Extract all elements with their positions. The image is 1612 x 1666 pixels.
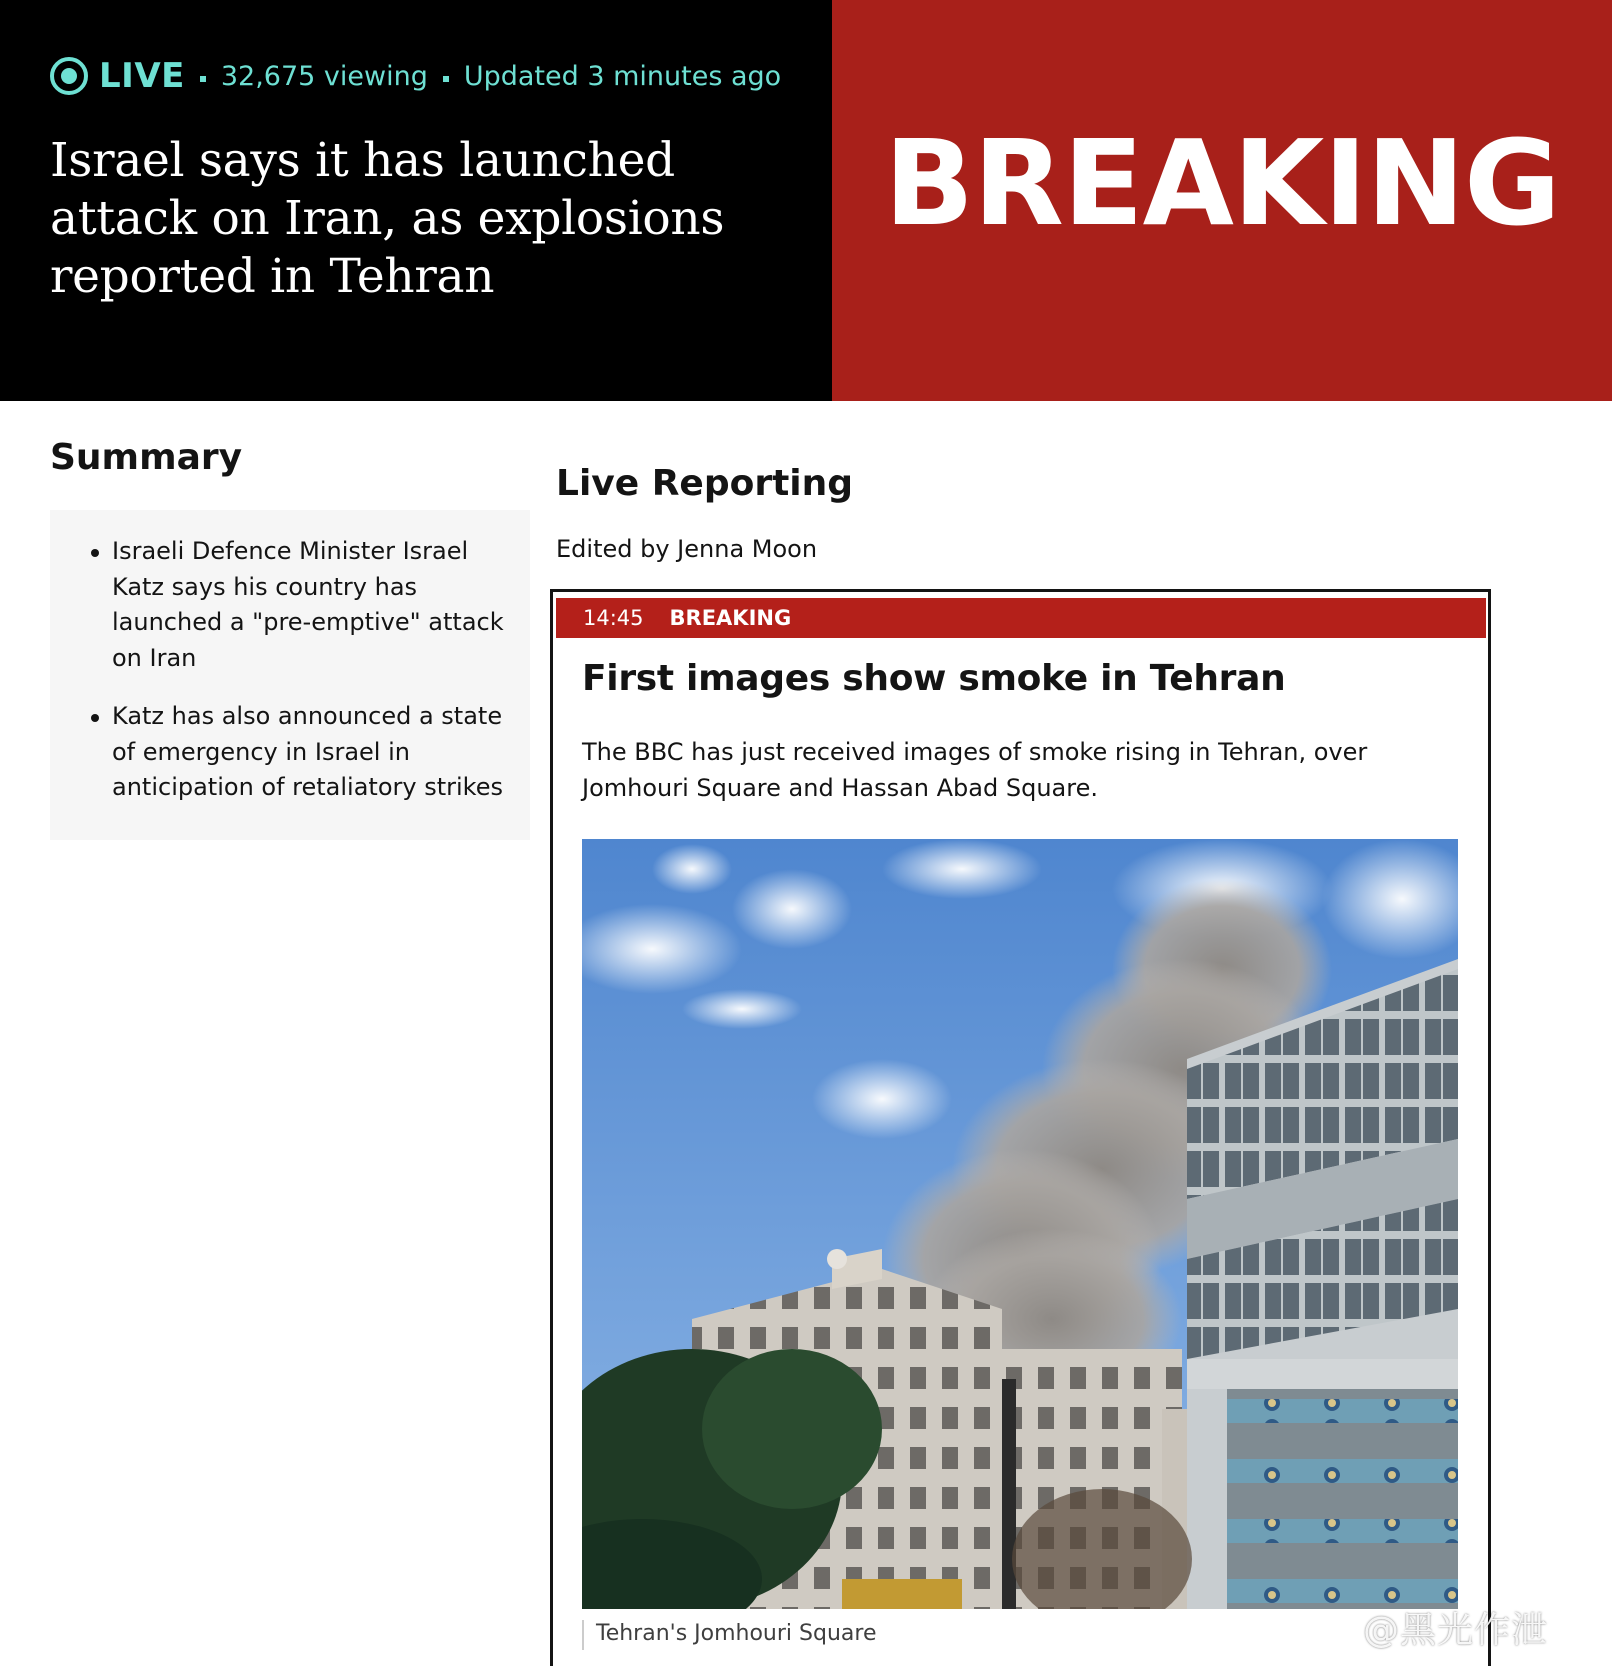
hero-headline-panel bbox=[0, 0, 832, 401]
summary-list bbox=[112, 534, 504, 806]
live-label: LIVE bbox=[99, 56, 185, 96]
breaking-banner-text: BREAKING bbox=[884, 114, 1560, 252]
watermark: @黑光作泄 bbox=[1363, 1610, 1549, 1651]
post-title: First images show smoke in Tehran bbox=[582, 658, 1286, 699]
summary-title: Summary bbox=[50, 437, 243, 478]
live-reporting-title: Live Reporting bbox=[556, 463, 854, 504]
post-breaking-tag: BREAKING bbox=[669, 606, 792, 630]
breaking-banner bbox=[832, 0, 1612, 401]
page-headline: Israel says it has launched attack on Iran, as explosions reported in Tehran bbox=[50, 133, 725, 304]
post-header-bar bbox=[556, 598, 1486, 638]
separator-dot bbox=[443, 76, 449, 82]
edited-by: Edited by Jenna Moon bbox=[556, 535, 818, 563]
hero-header bbox=[0, 0, 1612, 401]
image-caption: Tehran's Jomhouri Square bbox=[596, 1621, 877, 1646]
summary-item: Israeli Defence Minister Israel Katz says his country has launched a "pre-emptive" attack on Iran bbox=[112, 534, 504, 676]
live-dot-icon bbox=[50, 57, 88, 95]
separator-dot bbox=[200, 76, 206, 82]
post-time: 14:45 bbox=[583, 606, 644, 630]
summary-box bbox=[50, 510, 530, 840]
viewer-count: 32,675 viewing bbox=[220, 60, 428, 92]
updated-time: Updated 3 minutes ago bbox=[463, 60, 782, 92]
post-image[interactable] bbox=[582, 839, 1458, 1609]
summary-item: Katz has also announced a state of emergency in Israel in anticipation of retaliatory strikes bbox=[112, 699, 504, 806]
live-post bbox=[550, 589, 1491, 1666]
live-status-row bbox=[50, 54, 781, 98]
post-body: The BBC has just received images of smoke rising in Tehran, over Jomhouri Square and Hassan Abad Square. bbox=[582, 738, 1368, 802]
caption-rule bbox=[582, 1620, 584, 1650]
